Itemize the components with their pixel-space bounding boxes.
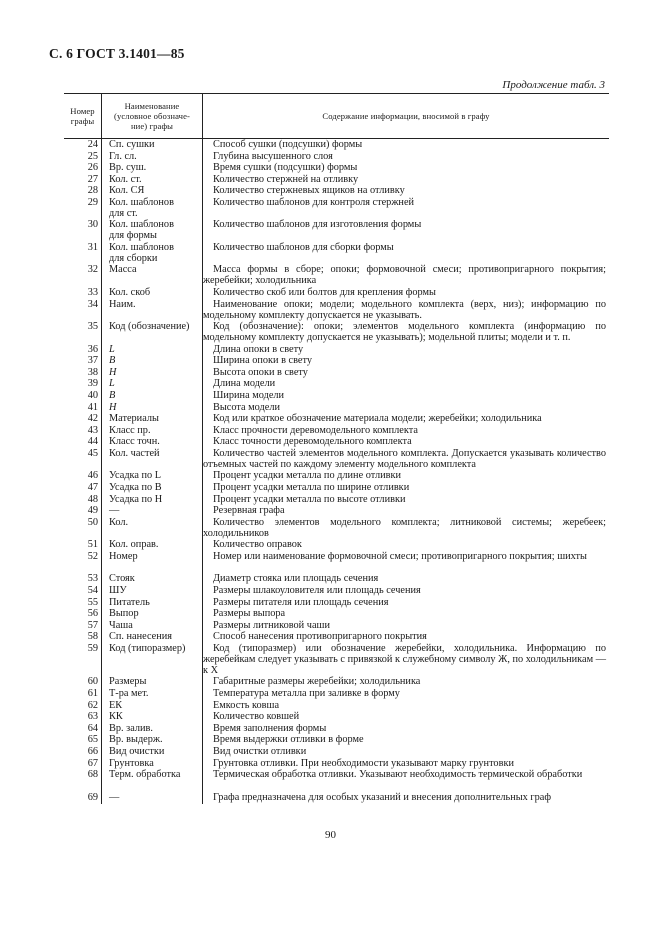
table-body <box>64 139 609 804</box>
row-content: Процент усадки металла по высоте отливки <box>213 493 406 505</box>
row-abbreviation: Сп. сушки <box>109 139 155 150</box>
row-number: 60 <box>87 676 98 688</box>
row-content: Размеры шлакоуловителя или площадь сечения <box>213 584 421 596</box>
row-number: 27 <box>87 173 98 185</box>
row-content: Количество стержней на отливку <box>213 173 359 185</box>
row-abbreviation: Усадка по B <box>109 482 162 493</box>
row-number: 59 <box>87 642 98 654</box>
row-abbreviation: L <box>109 343 115 355</box>
table-row <box>64 139 609 151</box>
row-abbreviation: Кол. шаблонов для формы <box>109 219 174 242</box>
table-row <box>64 287 609 299</box>
row-content: Графа предназначена для особых указаний и внесения дополнительных граф <box>213 791 552 803</box>
row-abbreviation: Кол. ст. <box>109 173 142 185</box>
row-content: Размеры питателя или площадь сечения <box>213 596 389 608</box>
row-abbreviation: Кол. шаблонов для ст. <box>109 196 174 219</box>
row-content: Время сушки (подсушки) формы <box>213 162 358 174</box>
row-number: 34 <box>87 298 98 310</box>
row-abbreviation: Кол. СЯ <box>109 185 145 197</box>
row-abbreviation: Класс точн. <box>109 436 160 448</box>
table-row <box>64 197 609 220</box>
row-number: 28 <box>87 185 98 197</box>
row-number: 44 <box>87 436 98 448</box>
table-row <box>64 723 609 735</box>
row-abbreviation: Усадка по L <box>109 470 162 482</box>
row-number: 69 <box>87 791 98 803</box>
row-abbreviation: Сп. нанесения <box>109 631 172 643</box>
row-content: Температура металла при заливке в форму <box>213 688 400 700</box>
row-number: 61 <box>87 688 98 700</box>
table-row <box>64 758 609 770</box>
row-number: 29 <box>87 196 98 208</box>
row-number: 31 <box>87 241 98 253</box>
row-abbreviation: — <box>109 791 120 803</box>
table-row <box>64 355 609 367</box>
row-number: 49 <box>87 505 98 517</box>
row-number: 67 <box>87 757 98 769</box>
row-content: Процент усадки металла по длине отливки <box>213 470 401 482</box>
row-number: 65 <box>87 734 98 746</box>
column-divider <box>101 139 102 804</box>
row-number: 33 <box>87 286 98 298</box>
table-row <box>64 620 609 632</box>
column-header-name: Наименование (условное обозначе- ние) графы <box>114 101 190 131</box>
row-abbreviation: B <box>109 389 116 401</box>
row-content: Количество частей элементов модельного комплекта. Допускается указывать количество отъемных частей по каждому элементу модельного комплекта <box>203 447 606 470</box>
table-row <box>64 688 609 700</box>
row-abbreviation: L <box>109 378 115 390</box>
row-number: 50 <box>87 516 98 528</box>
table-row <box>64 162 609 174</box>
table-continuation-label: Продолжение табл. 3 <box>502 79 605 91</box>
row-content: Способ нанесения противопригарного покрытия <box>213 631 427 643</box>
row-number: 62 <box>87 699 98 711</box>
row-content: Наименование опоки; модели; модельного комплекта (верх, низ); информацию по модельному комплекту допускается не указывать. <box>203 298 606 321</box>
table-row <box>64 551 609 574</box>
row-abbreviation: ЕК <box>109 699 123 711</box>
row-abbreviation: Кол. оправ. <box>109 539 159 551</box>
table-row <box>64 242 609 265</box>
row-content: Количество шаблонов для контроля стержней <box>213 196 415 208</box>
row-number: 56 <box>87 608 98 620</box>
row-number: 26 <box>87 162 98 174</box>
row-abbreviation: Наим. <box>109 298 136 310</box>
table-row <box>64 321 609 344</box>
table-row <box>64 608 609 620</box>
row-abbreviation: Размеры <box>109 676 147 688</box>
header-divider <box>101 94 102 138</box>
row-content: Количество стержневых ящиков на отливку <box>213 185 405 197</box>
table-row <box>64 219 609 242</box>
table-row <box>64 792 609 804</box>
row-content: Класс точности деревомодельного комплекта <box>213 436 412 448</box>
table-row <box>64 425 609 437</box>
table-row <box>64 631 609 643</box>
table-row <box>64 448 609 471</box>
row-number: 58 <box>87 631 98 643</box>
row-number: 53 <box>87 573 98 585</box>
table-row <box>64 402 609 414</box>
table-row <box>64 482 609 494</box>
row-content: Грунтовка отливки. При необходимости указывают марку грунтовки <box>213 757 514 769</box>
row-content: Высота модели <box>213 401 280 413</box>
row-number: 25 <box>87 150 98 162</box>
table-row <box>64 505 609 517</box>
column-header-content: Содержание информации, вносимой в графу <box>322 111 490 121</box>
column-header-number: Номер графы <box>70 106 95 126</box>
row-number: 68 <box>87 769 98 781</box>
row-number: 41 <box>87 401 98 413</box>
row-abbreviation: Код (обозначение) <box>109 321 190 333</box>
row-number: 66 <box>87 746 98 757</box>
table-row <box>64 494 609 506</box>
row-abbreviation: Питатель <box>109 596 150 608</box>
table-row <box>64 264 609 287</box>
row-content: Длина модели <box>213 378 276 390</box>
row-abbreviation: Усадка по H <box>109 493 163 505</box>
table-row <box>64 436 609 448</box>
table-row <box>64 517 609 540</box>
row-abbreviation: — <box>109 505 120 517</box>
table-row <box>64 151 609 163</box>
row-number: 40 <box>87 389 98 401</box>
row-number: 45 <box>87 447 98 459</box>
row-number: 51 <box>87 539 98 551</box>
row-content: Время заполнения формы <box>213 722 327 734</box>
table-row <box>64 413 609 425</box>
row-number: 52 <box>87 550 98 562</box>
row-content: Количество элементов модельного комплекта; литниковой системы; жеребеек; холодильников <box>203 516 606 539</box>
table-row <box>64 174 609 186</box>
header-divider <box>202 94 203 138</box>
row-abbreviation: Чаша <box>109 619 133 631</box>
row-number: 46 <box>87 470 98 482</box>
row-abbreviation: Материалы <box>109 413 159 425</box>
row-number: 43 <box>87 424 98 436</box>
row-content: Количество шаблонов для изготовления формы <box>213 219 422 231</box>
table-row <box>64 700 609 712</box>
table-row <box>64 711 609 723</box>
row-number: 37 <box>87 355 98 367</box>
row-content: Количество оправок <box>213 539 302 551</box>
row-abbreviation: Кол. скоб <box>109 286 151 298</box>
table-row <box>64 769 609 792</box>
row-abbreviation: Кол. шаблонов для сборки <box>109 241 174 264</box>
row-content: Код (типоразмер) или обозначение жеребейки, холодильника. Информацию по жеребейкам следует указывать с привязкой к служебному символу Ж, по холодильникам — к Х <box>203 642 606 676</box>
row-abbreviation: Вр. суш. <box>109 162 147 174</box>
row-number: 55 <box>87 596 98 608</box>
table-row <box>64 676 609 688</box>
row-number: 48 <box>87 493 98 505</box>
row-content: Процент усадки металла по ширине отливки <box>213 482 410 493</box>
row-content: Термическая обработка отливки. Указывают необходимость термической обработки <box>213 769 583 781</box>
row-number: 39 <box>87 378 98 390</box>
row-content: Размеры литниковой чаши <box>213 619 330 631</box>
table-row <box>64 378 609 390</box>
row-abbreviation: Вр. выдерж. <box>109 734 163 746</box>
page-header: С. 6 ГОСТ 3.1401—85 <box>49 46 185 61</box>
row-abbreviation: Стояк <box>109 573 135 585</box>
table-row <box>64 299 609 322</box>
table-row <box>64 344 609 356</box>
row-abbreviation: Вр. залив. <box>109 722 153 734</box>
row-number: 63 <box>87 711 98 723</box>
row-abbreviation: Кол. <box>109 516 129 528</box>
row-abbreviation: КК <box>109 711 123 723</box>
row-content: Способ сушки (подсушки) формы <box>213 139 363 150</box>
table-header <box>64 93 609 139</box>
table-row <box>64 367 609 379</box>
table-row <box>64 597 609 609</box>
row-number: 38 <box>87 366 98 378</box>
table-row <box>64 643 609 677</box>
row-content: Глубина высушенного слоя <box>213 150 333 162</box>
row-number: 32 <box>87 264 98 276</box>
row-content: Диаметр стояка или площадь сечения <box>213 573 379 585</box>
row-number: 35 <box>87 321 98 333</box>
row-abbreviation: B <box>109 355 116 367</box>
row-abbreviation: Терм. обработка <box>109 769 181 781</box>
row-abbreviation: Кол. частей <box>109 447 160 459</box>
row-abbreviation: Номер <box>109 550 138 562</box>
row-content: Номер или наименование формовочной смеси; противопригарного покрытия; шихты <box>213 550 587 562</box>
table-row <box>64 573 609 585</box>
row-abbreviation: Класс пр. <box>109 424 151 436</box>
table-row <box>64 185 609 197</box>
table-row <box>64 585 609 597</box>
table-row <box>64 470 609 482</box>
row-content: Количество ковшей <box>213 711 300 723</box>
row-content: Высота опоки в свету <box>213 366 308 378</box>
row-content: Масса формы в сборе; опоки; формовочной смеси; противопригарного покрытия; жеребейки; холодильника <box>203 264 606 287</box>
row-abbreviation: Т-ра мет. <box>109 688 149 700</box>
row-abbreviation: H <box>109 401 117 413</box>
row-abbreviation: H <box>109 366 117 378</box>
row-number: 30 <box>87 219 98 231</box>
row-content: Размеры выпора <box>213 608 286 620</box>
table-row <box>64 746 609 758</box>
row-number: 47 <box>87 482 98 493</box>
row-content: Ширина опоки в свету <box>213 355 312 367</box>
row-number: 24 <box>87 139 98 150</box>
column-divider <box>202 139 203 804</box>
row-abbreviation: Гл. сл. <box>109 150 137 162</box>
row-content: Количество шаблонов для сборки формы <box>213 241 394 253</box>
row-content: Класс прочности деревомодельного комплекта <box>213 424 418 436</box>
row-abbreviation: Вид очистки <box>109 746 165 757</box>
row-abbreviation: Код (типоразмер) <box>109 642 186 654</box>
row-content: Количество скоб или болтов для крепления формы <box>213 286 436 298</box>
row-abbreviation: Грунтовка <box>109 757 154 769</box>
table-row <box>64 390 609 402</box>
table-row <box>64 539 609 551</box>
row-content: Код (обозначение): опоки; элементов модельного комплекта (информацию по модельному комплекту допускается не указывать); модельной плиты; модели и т. п. <box>203 321 606 344</box>
row-content: Резервная графа <box>213 505 285 517</box>
row-content: Габаритные размеры жеребейки; холодильника <box>213 676 421 688</box>
row-number: 42 <box>87 413 98 425</box>
table-row <box>64 734 609 746</box>
row-content: Ширина модели <box>213 389 285 401</box>
row-number: 64 <box>87 722 98 734</box>
row-content: Время выдержки отливки в форме <box>213 734 364 746</box>
row-content: Емкость ковша <box>213 699 280 711</box>
row-abbreviation: Выпор <box>109 608 139 620</box>
page-number: 90 <box>325 829 336 841</box>
row-number: 54 <box>87 584 98 596</box>
row-abbreviation: ШУ <box>109 584 127 596</box>
row-number: 57 <box>87 619 98 631</box>
row-number: 36 <box>87 343 98 355</box>
info-table <box>64 93 609 804</box>
row-abbreviation: Масса <box>109 264 137 276</box>
row-content: Вид очистки отливки <box>213 746 307 757</box>
row-content: Длина опоки в свету <box>213 343 304 355</box>
row-content: Код или краткое обозначение материала модели; жеребейки; холодильника <box>213 413 542 425</box>
